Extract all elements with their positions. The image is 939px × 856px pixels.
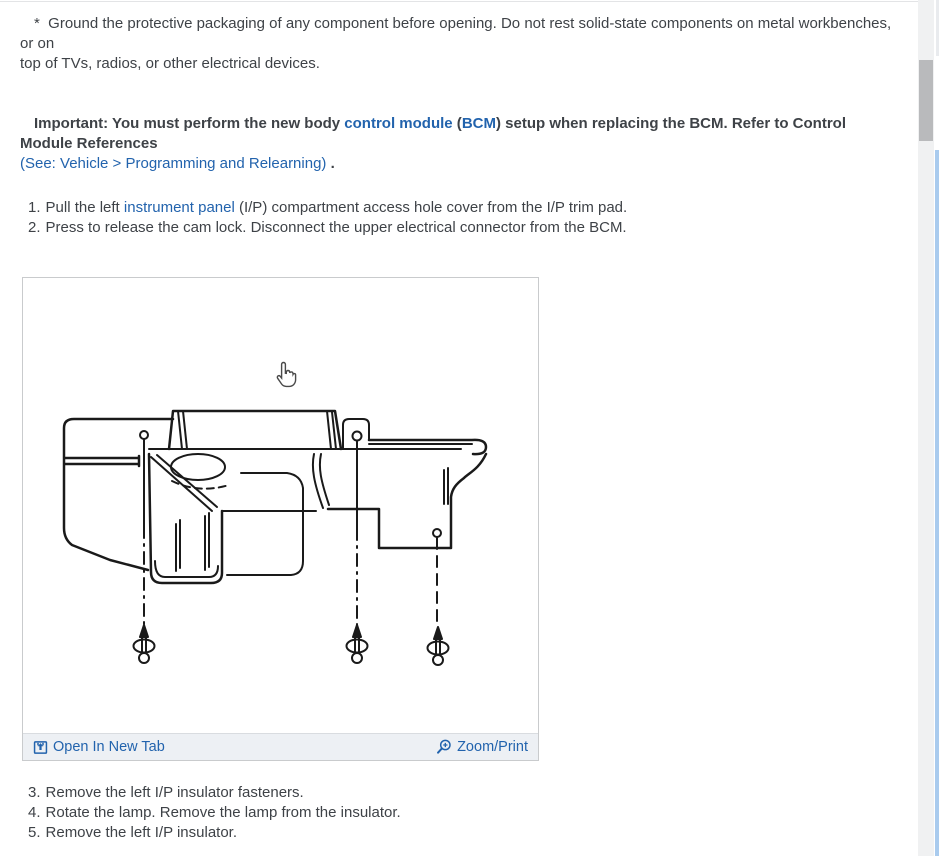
step-2 [28,218,908,238]
step-text: Remove the left I/P insulator fasteners. [45,784,304,801]
step-1 [28,198,908,218]
window-edge-highlight [935,150,939,856]
grounding-note-line2: top of TVs, radios, or other electrical devices. [20,55,320,72]
steps-list-bottom [28,783,908,843]
scrollbar-track[interactable] [918,0,934,856]
zoom-print-button[interactable] [436,739,528,755]
programming-relearning-link[interactable]: (See: Vehicle > Programming and Relearning) [20,155,327,172]
steps-list-top [28,198,908,238]
important-note-line1 [20,114,900,154]
important-note-line2 [20,154,900,174]
figure-image[interactable] [23,278,538,733]
zoom-print-label: Zoom/Print [457,739,528,755]
important-text: Important: You must perform the new body [34,115,345,132]
hand-cursor-icon [277,363,295,387]
figure-frame [22,277,539,761]
control-module-link[interactable]: control module [344,115,453,132]
grounding-note-line1: * Ground the protective packaging of any component before opening. Do not rest solid-state components on metal workbenches, or on [20,15,896,52]
important-note [20,114,900,174]
step-text: (I/P) compartment access hole cover from the I/P trim pad. [234,199,628,216]
important-text: ) setup when replacing the BCM. Refer to Control Module References [20,115,851,152]
grounding-note [20,14,900,74]
scrollbar-thumb[interactable] [919,60,933,141]
step-text: Remove the left I/P insulator. [45,824,238,841]
important-text: . [326,155,335,172]
open-in-new-tab-label: Open In New Tab [53,739,165,755]
step-number: 4. [28,804,41,821]
important-text: ( [452,115,462,132]
step-number: 2. [28,219,41,236]
step-text: Rotate the lamp. Remove the lamp from the insulator. [45,804,401,821]
step-number: 1. [28,199,41,216]
top-divider [0,1,918,2]
figure-toolbar [23,733,538,760]
open-in-new-tab-button[interactable] [33,739,165,755]
step-4 [28,803,908,823]
open-in-new-tab-icon [33,740,48,755]
fastener-symbol [134,625,449,665]
step-number: 5. [28,824,41,841]
instrument-panel-link[interactable]: instrument panel [123,199,235,216]
insulator-diagram [23,278,538,733]
zoom-in-magnifier-icon [436,739,452,755]
step-text: Press to release the cam lock. Disconnect the upper electrical connector from the BCM. [45,219,627,236]
step-text: Pull the left [45,199,124,216]
step-5 [28,823,908,843]
step-3 [28,783,908,803]
step-number: 3. [28,784,41,801]
bcm-link[interactable]: BCM [461,115,496,132]
